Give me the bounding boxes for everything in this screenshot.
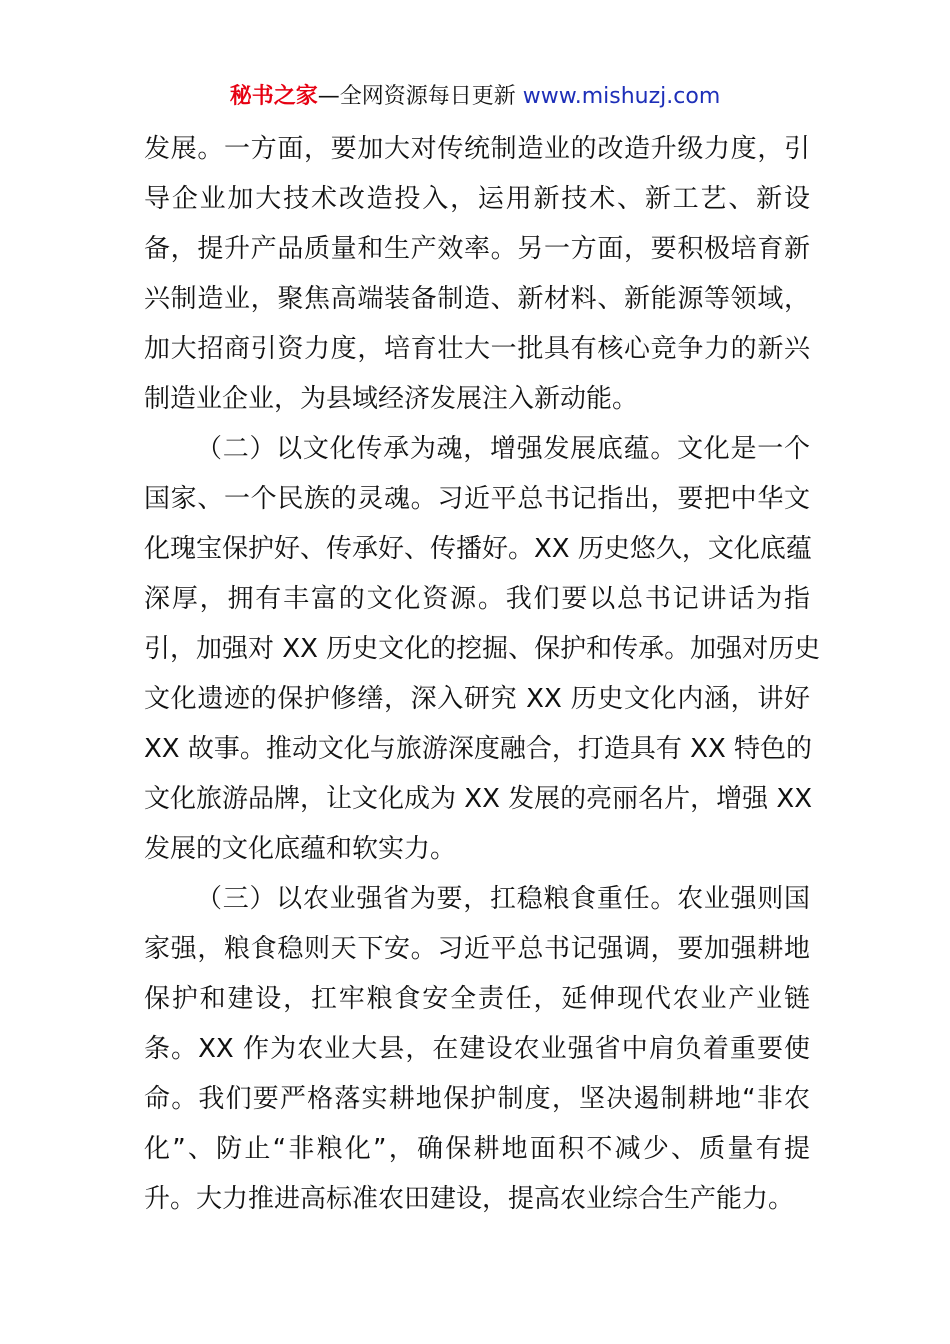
paragraph-1 bbox=[144, 124, 810, 424]
text-line: 发展的文化底蕴和软实力。 bbox=[144, 834, 457, 864]
paragraph-3 bbox=[144, 874, 810, 1224]
text-line: （二）以文化传承为魂，增强发展底蕴。文化是一个 bbox=[196, 434, 810, 464]
site-tagline: —全网资源每日更新 bbox=[317, 84, 516, 109]
text-line: 命。我们要严格落实耕地保护制度，坚决遏制耕地“非农 bbox=[144, 1084, 810, 1114]
text-line: 引，加强对 XX 历史文化的挖掘、保护和传承。加强对历史 bbox=[144, 634, 821, 664]
site-header bbox=[0, 80, 950, 114]
document-body bbox=[144, 124, 821, 1224]
text-line: 加大招商引资力度，培育壮大一批具有核心竞争力的新兴 bbox=[144, 334, 810, 364]
text-line: 兴制造业，聚焦高端装备制造、新材料、新能源等领域， bbox=[144, 284, 810, 314]
paragraph-2 bbox=[144, 424, 821, 874]
text-line: 化”、防止“非粮化”，确保耕地面积不减少、质量有提 bbox=[144, 1134, 810, 1164]
text-line: 深厚，拥有丰富的文化资源。我们要以总书记讲话为指 bbox=[144, 584, 810, 614]
site-brand: 秘书之家 bbox=[229, 84, 318, 109]
text-line: 文化旅游品牌，让文化成为 XX 发展的亮丽名片，增强 XX bbox=[144, 784, 813, 814]
text-line: （三）以农业强省为要，扛稳粮食重任。农业强则国 bbox=[196, 884, 810, 914]
text-line: 备，提升产品质量和生产效率。另一方面，要积极培育新 bbox=[144, 234, 810, 264]
text-line: 化瑰宝保护好、传承好、传播好。XX 历史悠久，文化底蕴 bbox=[144, 534, 812, 564]
text-line: 条。XX 作为农业大县，在建设农业强省中肩负着重要使 bbox=[144, 1034, 810, 1064]
text-line: 保护和建设，扛牢粮食安全责任，延伸现代农业产业链 bbox=[144, 984, 810, 1014]
text-line: 文化遗迹的保护修缮，深入研究 XX 历史文化内涵，讲好 bbox=[144, 684, 810, 714]
text-line: 升。大力推进高标准农田建设，提高农业综合生产能力。 bbox=[144, 1184, 795, 1214]
text-line: XX 故事。推动文化与旅游深度融合，打造具有 XX 特色的 bbox=[144, 734, 813, 764]
text-line: 家强，粮食稳则天下安。习近平总书记强调，要加强耕地 bbox=[144, 934, 810, 964]
text-line: 国家、一个民族的灵魂。习近平总书记指出，要把中华文 bbox=[144, 484, 810, 514]
text-line: 导企业加大技术改造投入，运用新技术、新工艺、新设 bbox=[144, 184, 810, 214]
site-url[interactable]: www.mishuzj.com bbox=[522, 84, 721, 109]
text-line: 制造业企业，为县域经济发展注入新动能。 bbox=[144, 384, 639, 414]
text-line: 发展。一方面，要加大对传统制造业的改造升级力度，引 bbox=[144, 134, 810, 164]
